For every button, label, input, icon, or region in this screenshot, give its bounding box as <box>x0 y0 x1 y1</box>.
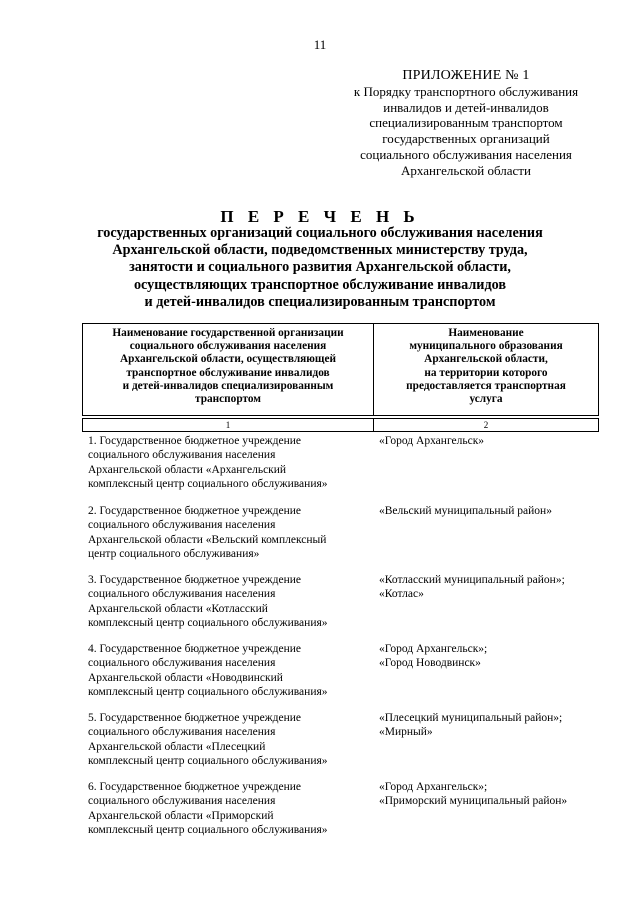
header-line: и детей-инвалидов специализированным <box>122 379 334 392</box>
municipality-cell <box>379 504 601 518</box>
cell-line: «Город Архангельск»; <box>379 781 488 793</box>
page-number: 11 <box>313 37 327 52</box>
cell-line: «Город Архангельск»; <box>379 643 488 655</box>
header-line: услуга <box>469 393 503 406</box>
header-line: Архангельской области, <box>424 353 548 366</box>
column-number-row <box>82 418 599 432</box>
document-title: П Е Р Е Ч Е Н Ь <box>220 207 420 226</box>
document-subtitle <box>80 225 560 311</box>
cell-line: «Котласский муниципальный район»; <box>379 574 565 586</box>
cell-line: социального обслуживания населения <box>88 449 276 462</box>
cell-line: 1. Государственное бюджетное учреждение <box>88 435 301 447</box>
cell-line: Архангельской области «Плесецкий <box>88 740 266 753</box>
header-line: предоставляется транспортная <box>406 379 566 392</box>
cell-line: Архангельской области «Приморский <box>88 809 274 822</box>
cell-line: 6. Государственное бюджетное учреждение <box>88 781 301 793</box>
header-line: социального обслуживания населения <box>129 340 327 353</box>
header-line: муниципального образования <box>409 340 563 353</box>
municipality-cell <box>379 642 601 671</box>
organization-cell <box>88 434 378 492</box>
appendix-line: Архангельской области <box>401 162 531 178</box>
subtitle-line: занятости и социального развития Архангельской области, <box>129 259 511 276</box>
header-line: Наименование государственной организации <box>112 327 344 339</box>
cell-line: социального обслуживания населения <box>88 588 276 601</box>
cell-line: социального обслуживания населения <box>88 795 276 808</box>
cell-line: Архангельской области «Вельский комплексный <box>88 533 327 546</box>
cell-line: комплексный центр социального обслуживания» <box>88 686 328 699</box>
cell-line: комплексный центр социального обслуживания» <box>88 824 328 837</box>
subtitle-line: осуществляющих транспортное обслуживание инвалидов <box>133 276 507 293</box>
table-header <box>82 323 599 416</box>
cell-line: Архангельской области «Котласский <box>88 602 268 615</box>
cell-line: Архангельской области «Архангельский <box>88 463 287 476</box>
cell-line: социального обслуживания населения <box>88 519 276 532</box>
column-number-2: 2 <box>483 420 489 430</box>
municipality-cell <box>379 434 601 448</box>
cell-line: 3. Государственное бюджетное учреждение <box>88 574 301 586</box>
subtitle-line: Архангельской области, подведомственных министерству труда, <box>112 242 528 259</box>
subtitle-line: и детей-инвалидов специализированным транспортом <box>144 293 496 310</box>
column-number-1: 1 <box>83 419 374 431</box>
appendix-line: социального обслуживания населения <box>360 146 572 162</box>
organization-cell <box>88 711 378 769</box>
cell-line: «Приморский муниципальный район» <box>379 795 568 808</box>
cell-line: «Мирный» <box>379 726 433 739</box>
cell-line: «Город Новодвинск» <box>379 657 481 670</box>
cell-line: социального обслуживания населения <box>88 657 276 670</box>
organization-cell <box>88 642 378 700</box>
appendix-line: специализированным транспортом <box>369 115 563 131</box>
header-line: на территории которого <box>424 366 548 379</box>
municipality-cell <box>379 711 601 740</box>
subtitle-line: государственных организаций социального обслуживания населения <box>97 225 543 241</box>
appendix-line: инвалидов и детей-инвалидов <box>383 99 549 115</box>
appendix-title: ПРИЛОЖЕНИЕ № 1 <box>402 68 530 83</box>
cell-line: социального обслуживания населения <box>88 726 276 739</box>
cell-line: «Котлас» <box>379 588 424 601</box>
municipality-cell <box>379 573 601 602</box>
column-header-organization <box>83 324 374 415</box>
cell-line: комплексный центр социального обслуживания» <box>88 478 328 491</box>
header-line: Наименование <box>448 327 524 339</box>
cell-line: «Город Архангельск» <box>379 435 485 447</box>
header-line: транспортом <box>195 393 261 406</box>
municipality-cell <box>379 780 601 809</box>
header-line: транспортное обслуживание инвалидов <box>126 366 330 379</box>
cell-line: комплексный центр социального обслуживания» <box>88 755 328 768</box>
appendix-block <box>330 68 602 179</box>
appendix-line: к Порядку транспортного обслуживания <box>353 83 579 99</box>
cell-line: центр социального обслуживания» <box>88 548 260 561</box>
organization-cell <box>88 504 378 562</box>
cell-line: «Вельский муниципальный район» <box>379 505 552 517</box>
header-line: Архангельской области, осуществляющей <box>120 353 336 366</box>
cell-line: 2. Государственное бюджетное учреждение <box>88 505 301 517</box>
organization-cell <box>88 780 378 838</box>
cell-line: Архангельской области «Новодвинский <box>88 671 283 684</box>
cell-line: «Плесецкий муниципальный район»; <box>379 712 563 724</box>
appendix-line: государственных организаций <box>382 131 550 147</box>
column-header-municipality <box>374 324 598 418</box>
organization-cell <box>88 573 378 631</box>
cell-line: 5. Государственное бюджетное учреждение <box>88 712 301 724</box>
cell-line: 4. Государственное бюджетное учреждение <box>88 643 301 655</box>
cell-line: комплексный центр социального обслуживания» <box>88 617 328 630</box>
